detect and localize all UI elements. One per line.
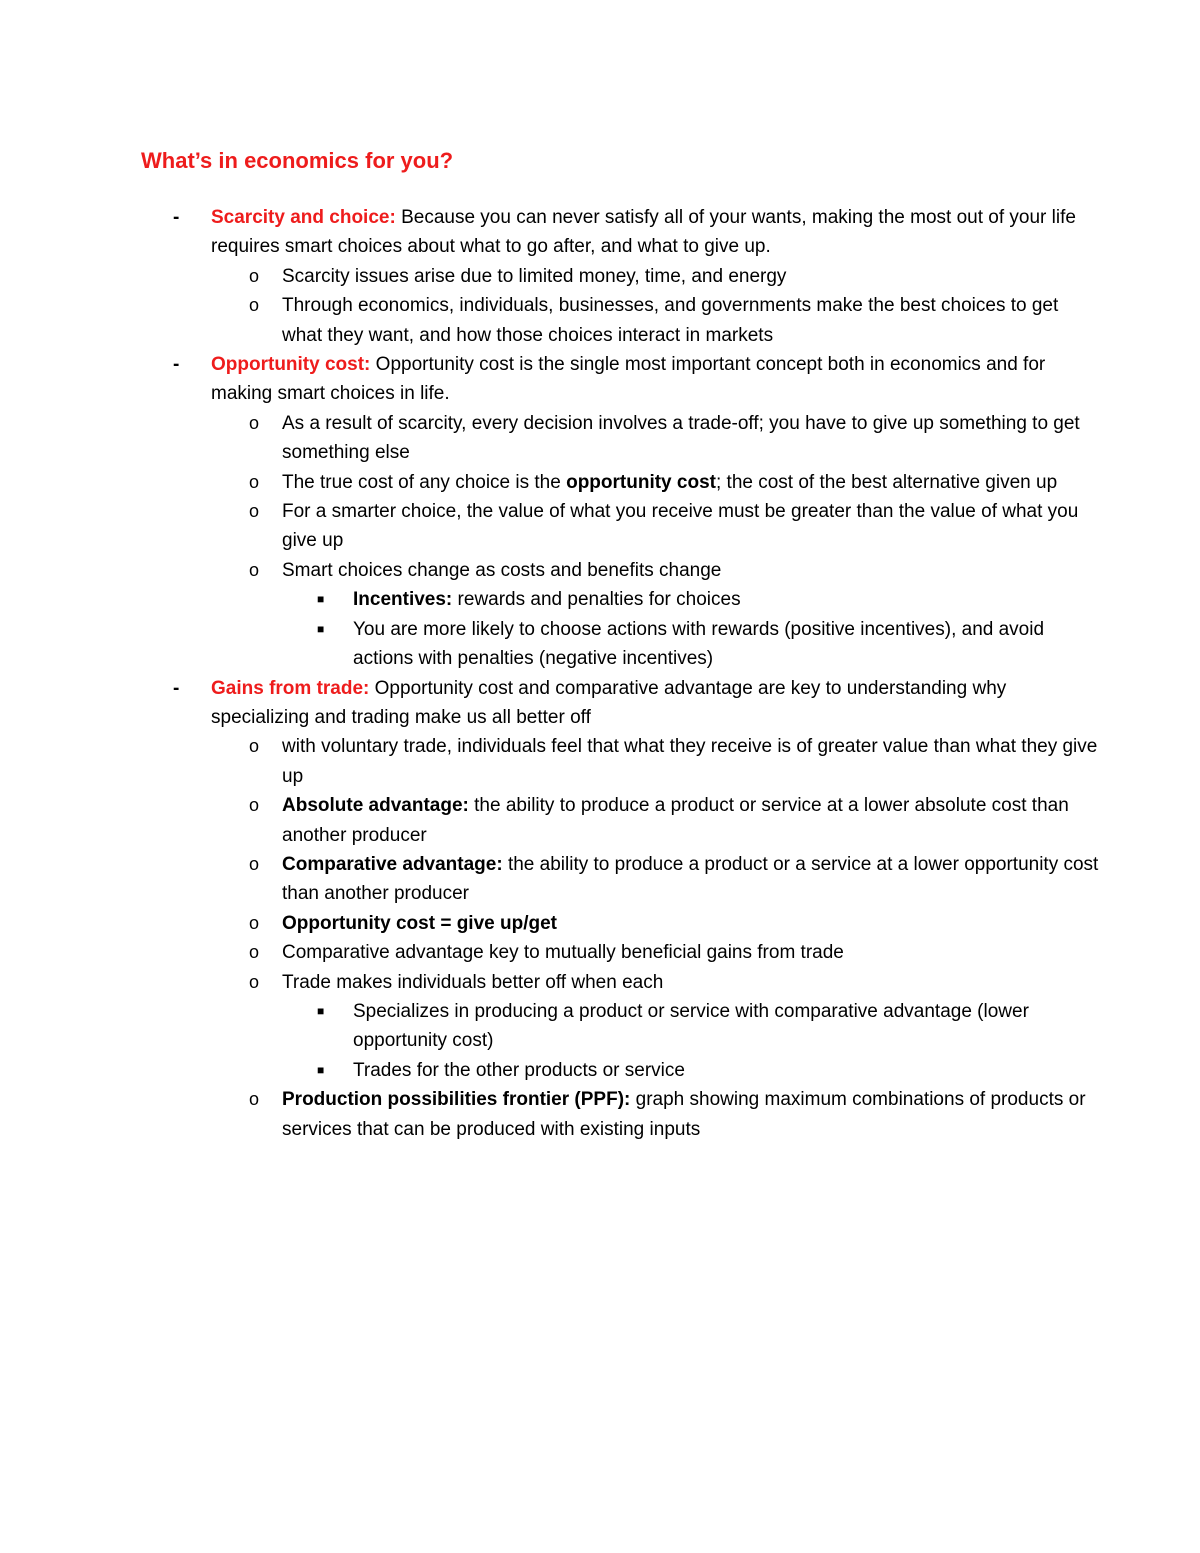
- list-item-level-3: [0, 585, 1200, 614]
- list-item-level-2: [0, 909, 1200, 938]
- circle-bullet: o: [249, 471, 260, 492]
- item-text: Opportunity cost is the single most important concept both in economics and for making smart choices in life.: [211, 354, 1046, 405]
- circle-bullet: o: [249, 971, 260, 992]
- item-text-prefix: The true cost of any choice is the: [282, 471, 567, 493]
- list-item-level-1: [0, 674, 1200, 733]
- list-item-level-1: [0, 203, 1200, 262]
- item-text: Scarcity issues arise due to limited money, time, and energy: [282, 265, 787, 287]
- circle-bullet: o: [249, 295, 260, 316]
- list-item-level-2: [0, 938, 1200, 967]
- bullet-list: [0, 203, 1200, 1144]
- item-text: Because you can never satisfy all of your wants, making the most out of your life requires smart choices about what to go after, and what to give up.: [211, 207, 1076, 258]
- item-text: You are more likely to choose actions with rewards (positive incentives), and avoid actions with penalties (negative incentives): [353, 618, 1045, 670]
- circle-bullet: o: [249, 501, 260, 522]
- item-text: Opportunity cost and comparative advantage are key to understanding why specializing and trading make us all better off: [211, 677, 1007, 728]
- circle-bullet: o: [249, 412, 260, 433]
- circle-bullet: o: [249, 1089, 260, 1110]
- list-item-level-2: [0, 497, 1200, 556]
- item-text: graph showing maximum combinations of products or services that can be produced with existing inputs: [282, 1089, 1086, 1140]
- circle-bullet: o: [249, 912, 260, 933]
- item-text: Smart choices change as costs and benefits change: [282, 559, 722, 581]
- section-heading: Gains from trade:: [211, 677, 370, 699]
- item-text: For a smarter choice, the value of what you receive must be greater than the value of what you give up: [282, 501, 1079, 552]
- square-bullet: ■: [317, 1003, 325, 1018]
- item-text: Trades for the other products or service: [353, 1059, 685, 1081]
- list-item-level-2: [0, 1085, 1200, 1144]
- list-item-level-2: [0, 968, 1200, 997]
- document-title: What’s in economics for you?: [141, 148, 454, 173]
- list-item-level-1: [0, 350, 1200, 409]
- circle-bullet: o: [249, 942, 260, 963]
- section-heading: Opportunity cost:: [211, 354, 371, 376]
- item-text: the ability to produce a product or a service at a lower opportunity cost than another producer: [282, 853, 1099, 905]
- circle-bullet: o: [249, 853, 260, 874]
- section-heading: Scarcity and choice:: [211, 207, 396, 228]
- list-item-level-2: [0, 468, 1200, 497]
- item-text: Through economics, individuals, businesses, and governments make the best choices to get what they want, and how those choices interact in markets: [282, 295, 1059, 346]
- key-term: Opportunity cost = give up/get: [282, 912, 557, 934]
- circle-bullet: o: [249, 265, 260, 286]
- key-term: Absolute advantage:: [282, 795, 469, 817]
- square-bullet: ■: [317, 592, 325, 607]
- list-item-level-3: [0, 615, 1200, 674]
- item-text: Comparative advantage key to mutually beneficial gains from trade: [282, 942, 844, 964]
- list-item-level-3: [0, 1056, 1200, 1085]
- circle-bullet: o: [249, 736, 260, 757]
- item-text: As a result of scarcity, every decision involves a trade-off; you have to give up something to get something else: [282, 412, 1080, 464]
- list-item-level-2: [0, 409, 1200, 468]
- list-item-level-3: [0, 997, 1200, 1056]
- key-term: Production possibilities frontier (PPF):: [282, 1089, 631, 1111]
- dash-bullet: -: [173, 677, 180, 699]
- item-text: ; the cost of the best alternative given up: [715, 471, 1058, 493]
- list-item-level-2: [0, 850, 1200, 909]
- item-text: the ability to produce a product or service at a lower absolute cost than another producer: [282, 795, 1069, 846]
- circle-bullet: o: [249, 559, 260, 580]
- list-item-level-2: [0, 791, 1200, 850]
- list-item-level-2: [0, 556, 1200, 585]
- list-item-level-2: [0, 732, 1200, 791]
- circle-bullet: o: [249, 795, 260, 816]
- item-text: with voluntary trade, individuals feel that what they receive is of greater value than what they give up: [282, 736, 1098, 787]
- key-term: Incentives:: [353, 589, 453, 611]
- dash-bullet: -: [173, 354, 180, 376]
- key-term: opportunity cost: [566, 471, 716, 493]
- item-text: Specializes in producing a product or service with comparative advantage (lower opportunity cost): [353, 1000, 1029, 1052]
- square-bullet: ■: [317, 1062, 325, 1077]
- list-item-level-2: [0, 262, 1200, 291]
- list-item-level-2: [0, 291, 1200, 350]
- item-text: Trade makes individuals better off when each: [282, 971, 664, 993]
- square-bullet: ■: [317, 621, 325, 636]
- key-term: Comparative advantage:: [282, 853, 503, 875]
- dash-bullet: -: [173, 207, 180, 228]
- item-text: rewards and penalties for choices: [452, 589, 741, 611]
